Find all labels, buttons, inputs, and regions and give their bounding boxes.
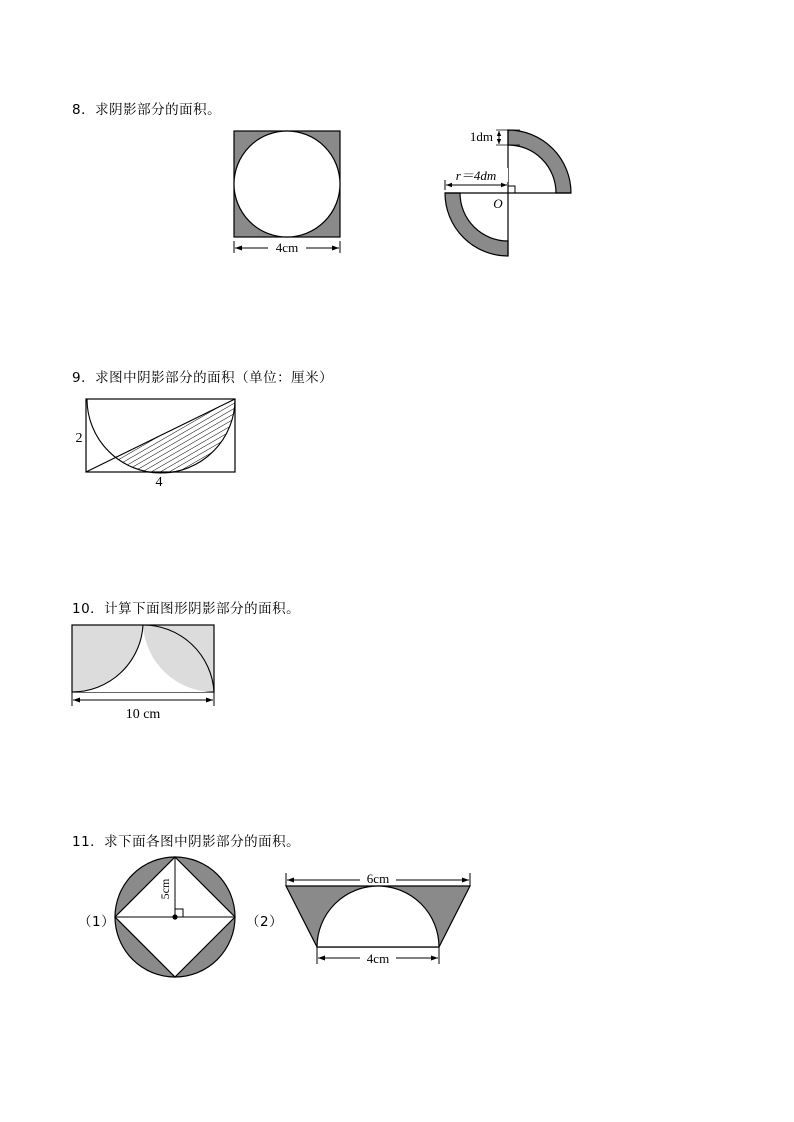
q11-bottom-label: 4cm bbox=[366, 951, 390, 966]
q8-inscribed-circle bbox=[234, 131, 340, 237]
q11-radius-label: 5cm bbox=[158, 878, 172, 900]
q10-rectangle-quarter-circles-figure bbox=[66, 620, 222, 726]
arrow-right-icon bbox=[332, 246, 339, 251]
question-10-text: 10．计算下面图形阴影部分的面积。 bbox=[72, 601, 301, 617]
question-11-text: 11．求下面各图中阴影部分的面积。 bbox=[72, 834, 301, 850]
arrow-left-icon bbox=[235, 246, 242, 251]
arrow-right-icon bbox=[206, 698, 213, 703]
q11-circle-square-figure bbox=[112, 855, 240, 983]
q9-height-label: 2 bbox=[75, 431, 83, 446]
q11-trapezoid-semicircle-figure bbox=[280, 868, 476, 972]
q11-part-2-tag: （2） bbox=[246, 914, 284, 930]
q8-thickness-label: 1dm bbox=[469, 129, 493, 144]
arrow-right-icon bbox=[501, 183, 507, 187]
question-9-text: 9．求图中阴影部分的面积（单位：厘米） bbox=[72, 370, 334, 386]
arrow-left-icon bbox=[446, 183, 452, 187]
arrow-left-icon bbox=[73, 698, 80, 703]
q8-side-label: 4cm bbox=[275, 240, 299, 255]
q9-rectangle-semicircle-figure bbox=[68, 395, 244, 490]
q8-center-label: O bbox=[493, 196, 503, 211]
q11-part-1-tag: （1） bbox=[78, 914, 116, 930]
arrow-up-icon bbox=[497, 131, 501, 136]
q8-right-angle-mark bbox=[508, 186, 515, 193]
q8-annular-quadrants-figure bbox=[440, 124, 580, 264]
q11-top-label: 6cm bbox=[366, 871, 390, 886]
q11-center-dot bbox=[172, 914, 177, 919]
q10-width-label: 10 cm bbox=[125, 707, 161, 722]
q8-upper-ring-quadrant bbox=[508, 130, 571, 193]
arrow-down-icon bbox=[497, 139, 501, 144]
arrow-left-icon bbox=[318, 956, 325, 961]
arrow-right-icon bbox=[431, 956, 438, 961]
q8-square-circle-figure bbox=[228, 126, 348, 260]
arrow-left-icon bbox=[287, 878, 294, 883]
q8-radius-label: r＝4dm bbox=[455, 168, 497, 183]
question-8-text: 8．求阴影部分的面积。 bbox=[72, 102, 222, 118]
arrow-right-icon bbox=[462, 878, 469, 883]
q9-width-label: 4 bbox=[155, 475, 163, 490]
